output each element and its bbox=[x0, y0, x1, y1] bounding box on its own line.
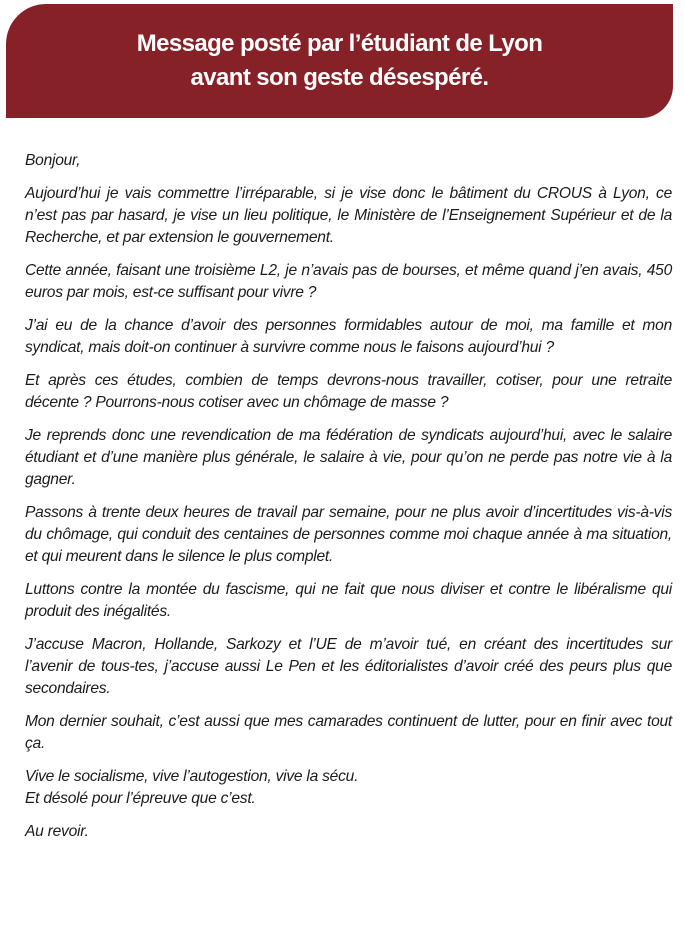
paragraph-4: Et après ces études, combien de temps devrons-nous travailler, cotiser, pour une retraite décente ? Pourrons-nous cotiser avec un chômage de masse ? bbox=[25, 372, 672, 411]
paragraph-2: Cette année, faisant une troisième L2, je n’avais pas de bourses, et même quand j’en avais, 450 euros par mois, est-ce suffisant pour vivre ? bbox=[25, 262, 672, 301]
title-banner bbox=[6, 4, 673, 118]
paragraph-3: J’ai eu de la chance d’avoir des personnes formidables autour de moi, ma famille et mon syndicat, mais doit-on continuer à survivre comme nous le faisons aujourd’hui ? bbox=[25, 317, 672, 356]
paragraph-6: Passons à trente deux heures de travail par semaine, pour ne plus avoir d’incertitudes vis-à-vis du chômage, qui conduit des centaines de personnes comme moi chaque année à ma situation, et qui meurent dans le silence le plus complet. bbox=[25, 504, 672, 565]
paragraph-1: Aujourd’hui je vais commettre l’irréparable, si je vise donc le bâtiment du CROUS à Lyon, ce n’est pas par hasard, je vise un lieu politique, le Ministère de l’Enseignement Supérieur et de la Recherche, et par extension le gouvernement. bbox=[25, 185, 672, 246]
closing-line-1: Vive le socialisme, vive l’autogestion, vive la sécu. bbox=[25, 768, 359, 785]
paragraph-9: Mon dernier souhait, c’est aussi que mes camarades continuent de lutter, pour en finir avec tout ça. bbox=[25, 713, 672, 752]
paragraph-8: J’accuse Macron, Hollande, Sarkozy et l’UE de m’avoir tué, en créant des incertitudes sur l’avenir de tous-tes, j’accuse aussi Le Pen et les éditorialistes d’avoir créé des peurs plus que secondaires. bbox=[25, 636, 672, 697]
title-line-1: Message posté par l’étudiant de Lyon bbox=[136, 30, 543, 57]
greeting: Bonjour, bbox=[25, 152, 81, 169]
title-line-2: avant son geste désespéré. bbox=[190, 64, 489, 91]
closing bbox=[25, 766, 672, 810]
paragraph-7: Luttons contre la montée du fascisme, qui ne fait que nous diviser et contre le libéralisme qui produit des inégalités. bbox=[25, 581, 672, 620]
signoff: Au revoir. bbox=[25, 823, 89, 840]
paragraph-5: Je reprends donc une revendication de ma fédération de syndicats aujourd’hui, avec le salaire étudiant et d’une manière plus générale, le salaire à vie, pour qu’on ne perde pas notre vie à la gagner. bbox=[25, 427, 672, 488]
letter-body bbox=[25, 150, 672, 854]
closing-line-2: Et désolé pour l’épreuve que c’est. bbox=[25, 790, 256, 807]
